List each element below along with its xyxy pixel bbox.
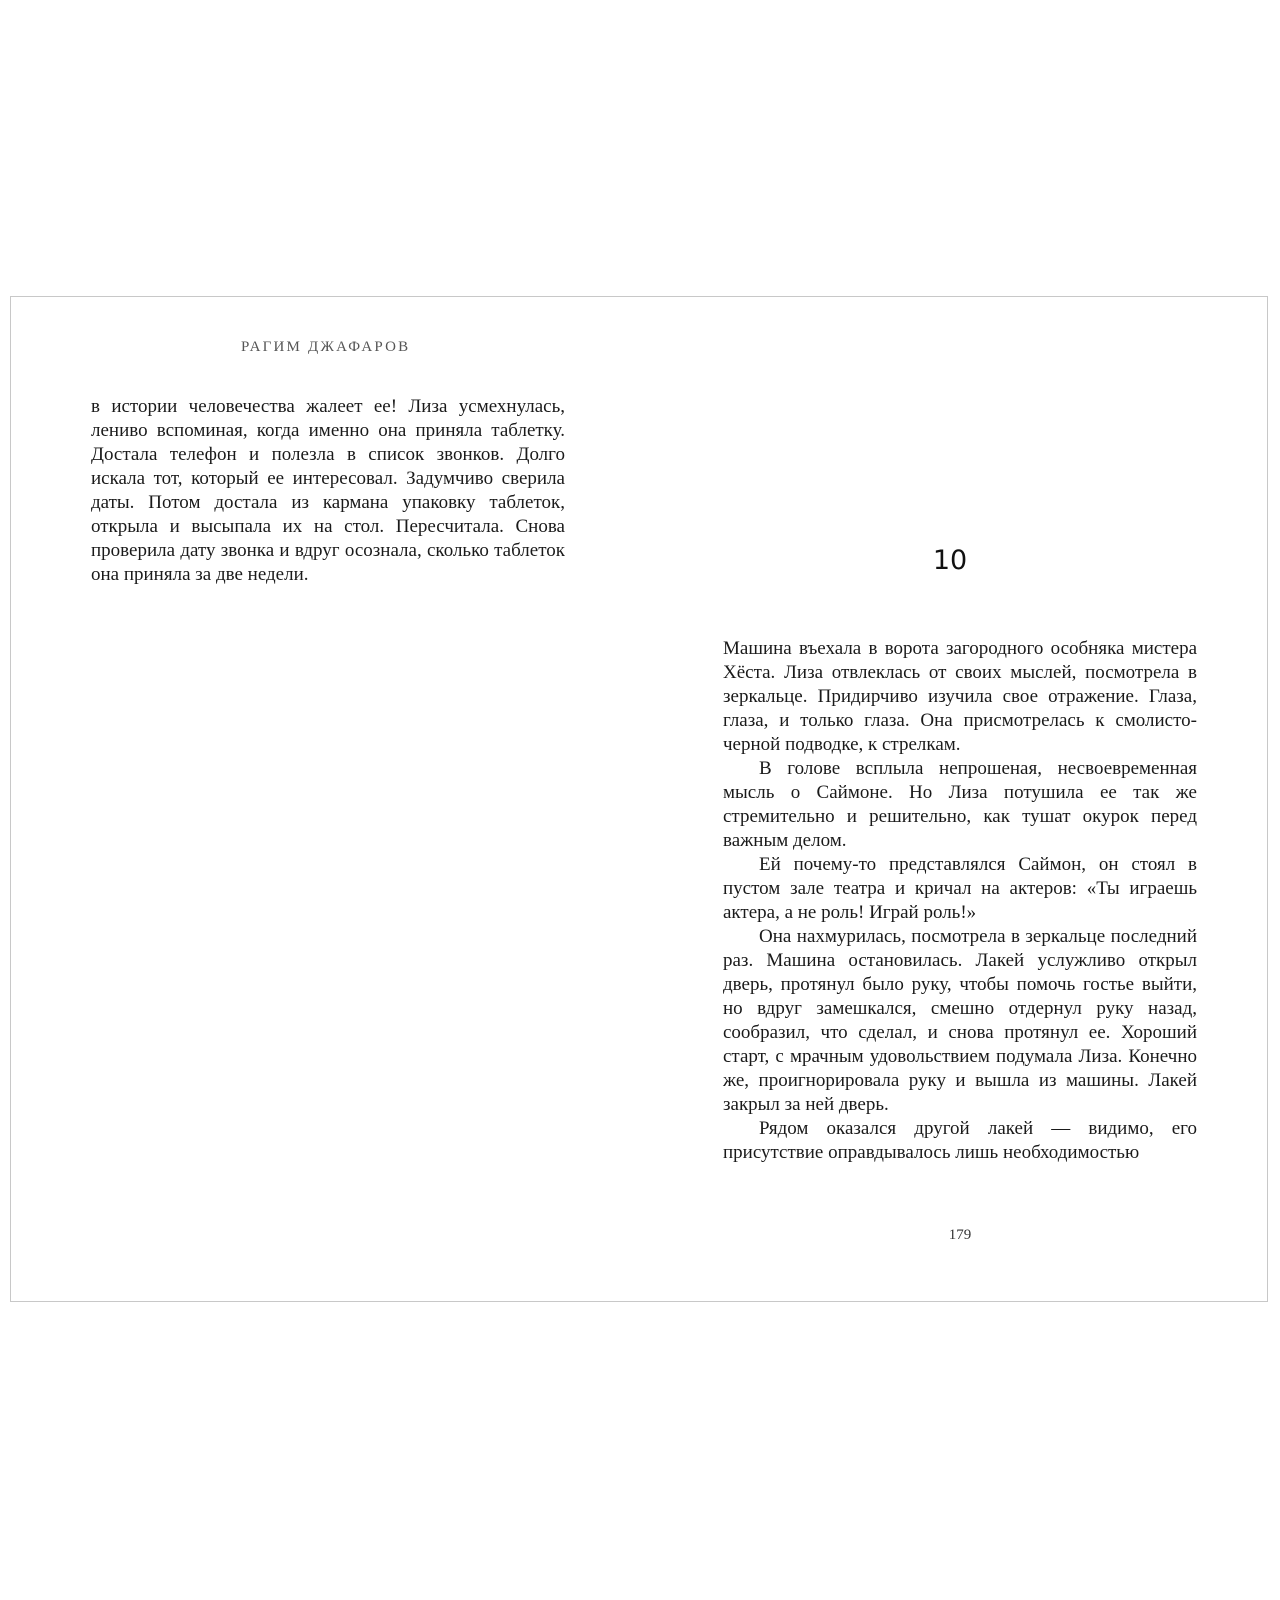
right-paragraph-3: Ей почему-то представлялся Саймон, он стоял в пустом зале театра и кричал на актеров: «Ты играешь актера, а не роль! Играй роль!» (723, 854, 1197, 923)
right-paragraph-5: Рядом оказался другой лакей — видимо, его присутствие оправдывалось лишь необходимостью (723, 1118, 1197, 1163)
chapter-number: 10 (932, 545, 968, 576)
right-paragraph-2: В голове всплыла непрошеная, несвоевременная мысль о Саймоне. Но Лиза потушила ее так же стремительно и решительно, как тушат окурок перед важным делом. (723, 758, 1197, 851)
page-number: 179 (948, 1227, 972, 1243)
book-spread (10, 296, 1268, 1302)
right-page-text (723, 637, 1197, 1165)
left-paragraph: в истории человечества жалеет ее! Лиза усмехнулась, лениво вспоминая, когда именно она приняла таблетку. Достала телефон и полезла в список звонков. Долго искала тот, который ее интересовал. Задумчиво сверила даты. Потом достала из кармана упаковку таблеток, открыла и высыпала их на стол. Пересчитала. Снова проверила дату звонка и вдруг осознала, сколько таблеток она приняла за две недели. (91, 396, 565, 585)
running-head-author: РАГИМ ДЖАФАРОВ (241, 339, 411, 355)
right-paragraph-1: Машина въехала в ворота загородного особняка мистера Хёста. Лиза отвлеклась от своих мыслей, посмотрела в зеркальце. Придирчиво изучила свое отражение. Глаза, глаза, и только глаза. Она присмотрелась к смолисто-черной подводке, к стрелкам. (723, 638, 1197, 755)
left-page-text (91, 395, 565, 587)
right-paragraph-4: Она нахмурилась, посмотрела в зеркальце последний раз. Машина остановилась. Лакей услужливо открыл дверь, протянул было руку, чтобы помочь гостье выйти, но вдруг замешкался, смешно отдернул руку назад, сообразил, что сделал, и снова протянул ее. Хороший старт, с мрачным удовольствием подумала Лиза. Конечно же, проигнорировала руку и вышла из машины. Лакей закрыл за ней дверь. (723, 926, 1197, 1115)
